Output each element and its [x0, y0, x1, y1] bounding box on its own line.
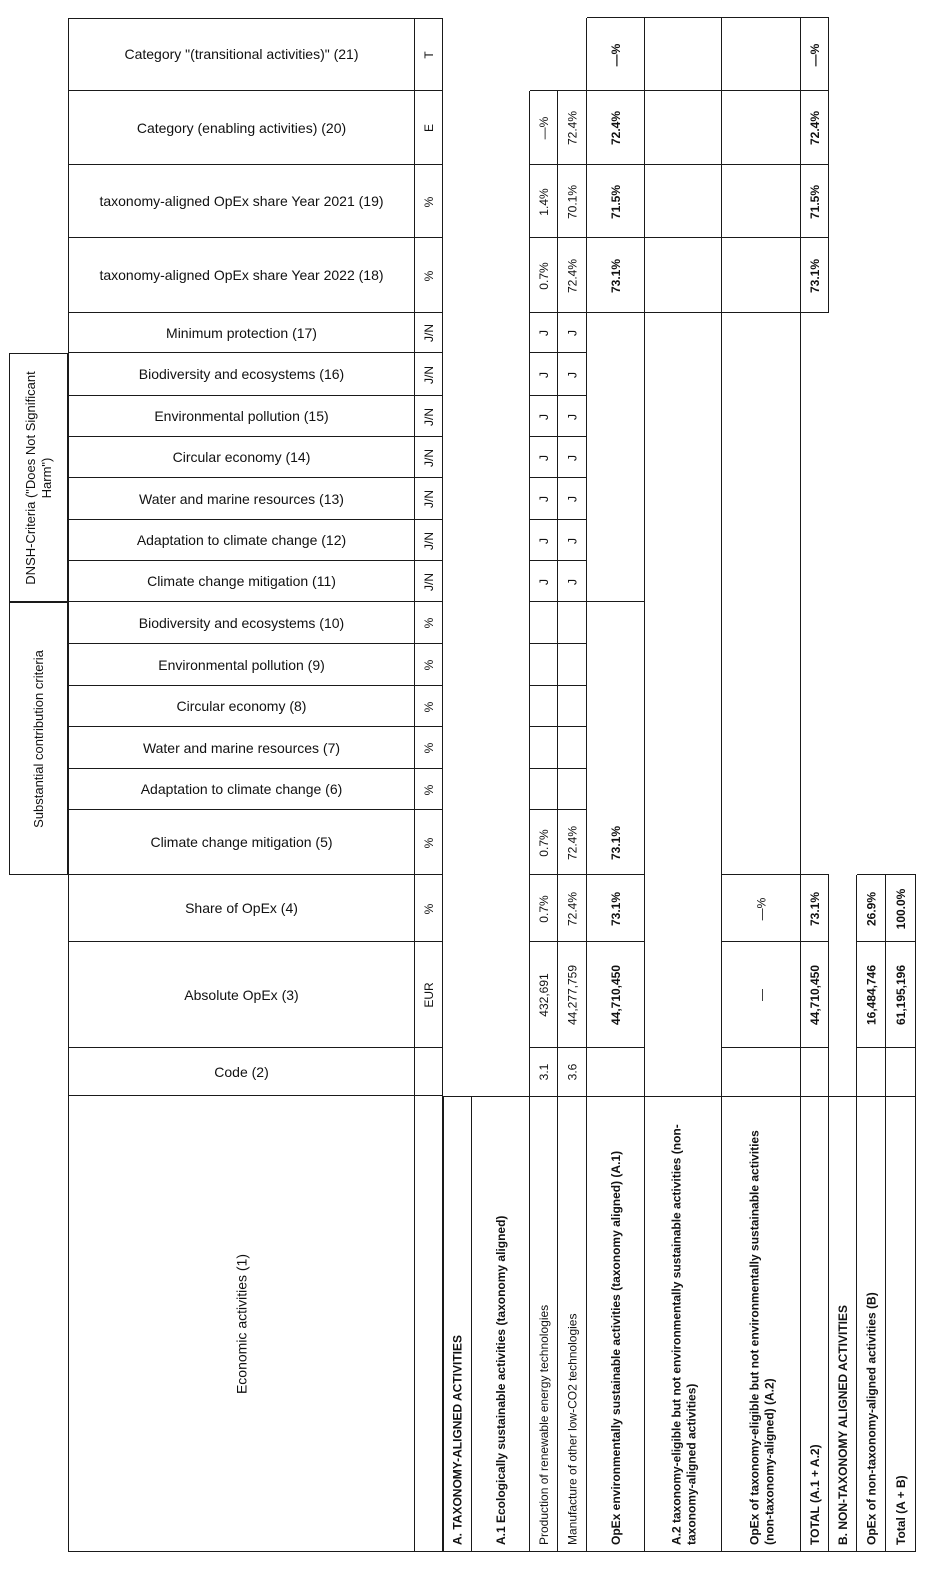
- header-sc-mitigation: [68, 810, 415, 875]
- header-dnsh-biodiversity-text: Biodiversity and ecosystems (16): [138, 366, 345, 383]
- data-row-divider: [530, 1047, 587, 1048]
- unit-dnsh-mitigation: J/N: [421, 572, 436, 591]
- row-a1-header-label: A.1 Ecologically sustainable activities (taxonomy aligned): [493, 1215, 508, 1545]
- tota-bottom: [801, 312, 829, 313]
- renewable-lowco2-divider: [557, 91, 558, 1096]
- header-dnsh-biodiversity: [68, 353, 415, 396]
- header-sc-pollution: [68, 644, 415, 686]
- header-opex-share-2021: [68, 165, 415, 238]
- row-section-a-label: A. TAXONOMY-ALIGNED ACTIVITIES: [450, 1334, 464, 1545]
- unit-sc-pollution: %: [421, 659, 436, 671]
- renewable-enabling: —%: [536, 116, 551, 140]
- dnsh-group-label: DNSH-Criteria ("Does Not Significant Harm"): [22, 370, 54, 585]
- tota-divider: [801, 237, 829, 238]
- unit-sc-water: %: [421, 742, 436, 754]
- renewable-share: 0.7%: [536, 894, 551, 923]
- nontax-top: [857, 874, 916, 875]
- a2t-divider: [722, 941, 801, 942]
- header-category-enabling-text: Category (enabling activities) (20): [136, 119, 347, 136]
- header-minimum-protection: [68, 313, 415, 353]
- a1-divider: [587, 874, 645, 875]
- total-a-enabling: 72.4%: [807, 110, 822, 146]
- tota-right-lower: [828, 875, 829, 1096]
- renewable-share-2022: 0.7%: [536, 261, 551, 290]
- data-row-divider: [530, 643, 587, 644]
- header-dnsh-circular-text: Circular economy (14): [172, 449, 311, 466]
- a1-total-absolute: 44,710,450: [608, 964, 623, 1026]
- renewable-dnsh-dnsh-circular: J: [536, 454, 551, 461]
- row-lowco2-label: Manufacture of other low-CO2 technologies: [565, 1313, 579, 1545]
- header-code-text: Code (2): [214, 1063, 269, 1080]
- total-a-transitional: —%: [807, 43, 822, 66]
- row-section-b-label: B. NON-TAXONOMY ALIGNED ACTIVITIES: [835, 1304, 850, 1545]
- activity-row-divider: [644, 1096, 645, 1552]
- header-code: [68, 1048, 415, 1096]
- total-a-share: 73.1%: [807, 891, 822, 926]
- unit-transitional: T: [421, 50, 436, 59]
- total-a-share-2021: 71.5%: [807, 184, 822, 219]
- data-row-divider: [530, 560, 587, 561]
- a2-divider: [645, 237, 722, 238]
- header-dnsh-mitigation-text: Climate change mitigation (11): [147, 573, 336, 590]
- data-row-divider: [530, 237, 587, 238]
- data-row-divider: [530, 312, 587, 313]
- header-opex-share-2022-text: taxonomy-aligned OpEx share Year 2022 (18): [99, 267, 384, 284]
- unit-sc-mitigation: %: [421, 837, 436, 848]
- header-sc-adaptation: [68, 769, 415, 810]
- renewable-dnsh-dnsh-biodiversity: J: [536, 371, 551, 378]
- unit-sc-circular: %: [421, 701, 436, 712]
- total-share: 100.0%: [893, 888, 908, 929]
- renewable-dnsh-dnsh-water: J: [536, 496, 551, 502]
- a1-total-share: 73.1%: [608, 891, 623, 926]
- unit-absolute-opex: EUR: [421, 982, 436, 1008]
- a1-divider: [587, 164, 645, 165]
- header-dnsh-pollution: [68, 396, 415, 437]
- data-row-divider: [530, 768, 587, 769]
- nontax-divider: [857, 1047, 916, 1048]
- header-category-transitional: [68, 18, 415, 91]
- renewable-code: 3.1: [536, 1063, 551, 1081]
- lowco2-share-2021: 70.1%: [565, 184, 579, 219]
- data-row-divider: [530, 809, 587, 810]
- header-dnsh-adaptation: [68, 520, 415, 561]
- data-row-divider: [530, 601, 587, 602]
- header-economic-activities: Economic activities (1): [232, 1253, 249, 1395]
- unit-dnsh-water: J/N: [421, 490, 436, 508]
- row-a1-total-label: OpEx environmentally sustainable activities (taxonomy aligned) (A.1): [608, 1150, 623, 1545]
- header-share-opex-text: Share of OpEx (4): [185, 900, 298, 917]
- tota-divider: [801, 874, 829, 875]
- unit-dnsh-adaptation: J/N: [421, 531, 436, 550]
- total-absolute: 61,195,196: [893, 964, 908, 1026]
- renewable-sc-mitigation: 0.7%: [536, 828, 551, 857]
- row-non-aligned-label: OpEx of non-taxonomy-aligned activities (B): [864, 1292, 878, 1545]
- row-a2-total-label: OpEx of taxonomy-eligible but not environmentally sustainable activities (non-taxonomy-aligned) (A.2): [746, 1130, 776, 1545]
- nontax-divider: [857, 941, 916, 942]
- row-a2-header-label: A.2 taxonomy-eligible but not environmentally sustainable activities (non-taxonomy-aligned activities): [668, 1124, 698, 1545]
- lowco2-dnsh-dnsh-water: J: [565, 496, 579, 502]
- data-left-edge: [442, 18, 443, 1096]
- unit-dnsh-pollution: J/N: [421, 407, 436, 426]
- header-sc-pollution-text: Environmental pollution (9): [158, 656, 325, 673]
- data-row-divider: [530, 164, 587, 165]
- lowco2-code: 3.6: [565, 1063, 579, 1081]
- unit-sc-biodiversity: %: [421, 617, 436, 629]
- lowco2-dnsh-dnsh-pollution: J: [565, 413, 579, 420]
- data-row-divider: [530, 941, 587, 942]
- header-dnsh-adaptation-text: Adaptation to climate change (12): [136, 532, 347, 549]
- header-opex-share-2021-text: taxonomy-aligned OpEx share Year 2021 (19): [99, 193, 384, 210]
- header-sc-biodiversity-text: Biodiversity and ecosystems (10): [138, 614, 345, 631]
- lowco2-enabling: 72.4%: [565, 110, 579, 146]
- data-row-divider: [530, 436, 587, 437]
- a2-top: [645, 17, 722, 18]
- non-aligned-share: 26.9%: [864, 891, 878, 926]
- a1-divider: [587, 601, 645, 602]
- unit-share-2022: %: [421, 270, 436, 281]
- renewable-share-2021: 1.4%: [536, 187, 551, 216]
- lowco2-share-2022: 72.4%: [565, 258, 579, 293]
- a2t-divider: [722, 312, 801, 313]
- a2t-divider: [722, 1047, 801, 1048]
- header-dnsh-water: [68, 478, 415, 520]
- tota-divider: [801, 941, 829, 942]
- header-absolute-opex: [68, 942, 415, 1048]
- data-row-divider: [530, 90, 587, 91]
- header-dnsh-pollution-text: Environmental pollution (15): [154, 408, 329, 425]
- header-sc-circular-text: Circular economy (8): [176, 698, 307, 715]
- a1-total-sc-mitigation: 73.1%: [608, 825, 623, 860]
- renewable-dnsh-dnsh-adaptation: J: [536, 537, 551, 544]
- header-category-transitional-text: Category "(transitional activities)" (21): [124, 46, 359, 63]
- data-row-divider: [530, 395, 587, 396]
- a1-total-right: [644, 18, 645, 1096]
- tota-divider: [801, 164, 829, 165]
- data-row-divider: [530, 874, 587, 875]
- header-category-enabling: [68, 91, 415, 165]
- unit-sc-adaptation: %: [421, 784, 436, 795]
- renewable-dnsh-dnsh-pollution: J: [536, 413, 551, 420]
- a2-total-share: —%: [754, 897, 768, 920]
- header-minimum-protection-text: Minimum protection (17): [166, 324, 317, 341]
- a2t-top: [722, 17, 801, 18]
- a1-top: [587, 17, 645, 18]
- total-a-absolute: 44,710,450: [807, 964, 822, 1026]
- lowco2-dnsh-minimum-protection: J: [565, 330, 579, 336]
- activity-row-divider: [557, 1096, 558, 1552]
- header-dnsh-water-text: Water and marine resources (13): [139, 490, 344, 507]
- header-sc-adaptation-text: Adaptation to climate change (6): [140, 781, 343, 798]
- a2t-divider: [722, 237, 801, 238]
- a1-divider: [587, 941, 645, 942]
- a2-divider: [645, 312, 722, 313]
- unit-dnsh-circular: J/N: [421, 448, 436, 467]
- unit-enabling: E: [421, 124, 436, 133]
- a1-total-enabling: 72.4%: [608, 110, 623, 146]
- substantial-group-label: Substantial contribution criteria: [30, 649, 46, 828]
- nontax-left: [856, 875, 857, 1096]
- header-share-opex: [68, 875, 415, 942]
- data-row-divider: [530, 519, 587, 520]
- a1-total-share-2022: 73.1%: [608, 258, 623, 293]
- a1-divider: [587, 237, 645, 238]
- unit-dnsh-biodiversity: J/N: [421, 365, 436, 384]
- unit-share-opex: %: [421, 903, 436, 914]
- a2t-divider: [722, 874, 801, 875]
- lowco2-dnsh-dnsh-adaptation: J: [565, 537, 579, 544]
- lowco2-dnsh-dnsh-mitigation: J: [565, 578, 579, 585]
- header-opex-share-2022: [68, 238, 415, 313]
- renewable-absolute: 432,691: [536, 973, 551, 1017]
- lowco2-share: 72.4%: [565, 891, 579, 926]
- renewable-dnsh-dnsh-mitigation: J: [536, 578, 551, 585]
- unit-minimum-protection: J/N: [421, 324, 436, 342]
- lowco2-dnsh-dnsh-circular: J: [565, 454, 579, 461]
- a2-divider: [645, 164, 722, 165]
- data-row-divider: [530, 352, 587, 353]
- a1-total-transitional: —%: [608, 43, 623, 66]
- row-renewable-label: Production of renewable energy technologies: [536, 1304, 551, 1545]
- header-sc-circular: [68, 686, 415, 727]
- nontax-right: [915, 875, 916, 1096]
- renewable-dnsh-minimum-protection: J: [536, 330, 551, 336]
- row-total-label: Total (A + B): [893, 1475, 908, 1545]
- a1-divider: [587, 1047, 645, 1048]
- data-row-divider: [530, 685, 587, 686]
- header-sc-water: [68, 727, 415, 769]
- lowco2-absolute: 44,277,759: [565, 964, 579, 1026]
- a1-divider: [587, 90, 645, 91]
- header-dnsh-circular: [68, 437, 415, 478]
- tota-right: [828, 18, 829, 313]
- header-absolute-opex-text: Absolute OpEx (3): [184, 986, 299, 1003]
- data-row-divider: [530, 726, 587, 727]
- tota-divider: [801, 1047, 829, 1048]
- non-aligned-absolute: 16,484,746: [864, 964, 878, 1026]
- header-sc-biodiversity: [68, 602, 415, 644]
- total-a-share-2022: 73.1%: [807, 258, 822, 293]
- data-row-divider: [530, 477, 587, 478]
- tota-top: [801, 17, 829, 18]
- a2t-divider: [722, 164, 801, 165]
- a1-divider: [587, 312, 645, 313]
- activity-row-divider: [856, 1096, 857, 1552]
- header-dnsh-mitigation: [68, 561, 415, 602]
- a2-divider: [645, 90, 722, 91]
- header-sc-mitigation-text: Climate change mitigation (5): [150, 834, 333, 851]
- unit-share-2021: %: [421, 196, 436, 207]
- a2-header-right: [721, 18, 722, 1096]
- row-total-a-label: TOTAL (A.1 + A.2): [807, 1444, 822, 1545]
- lowco2-dnsh-dnsh-biodiversity: J: [565, 371, 579, 378]
- a1-total-share-2021: 71.5%: [608, 184, 623, 219]
- lowco2-sc-mitigation: 72.4%: [565, 825, 579, 860]
- a2-total-absolute: —: [754, 989, 768, 1001]
- tota-divider: [801, 90, 829, 91]
- a2t-divider: [722, 90, 801, 91]
- header-sc-water-text: Water and marine resources (7): [142, 739, 341, 756]
